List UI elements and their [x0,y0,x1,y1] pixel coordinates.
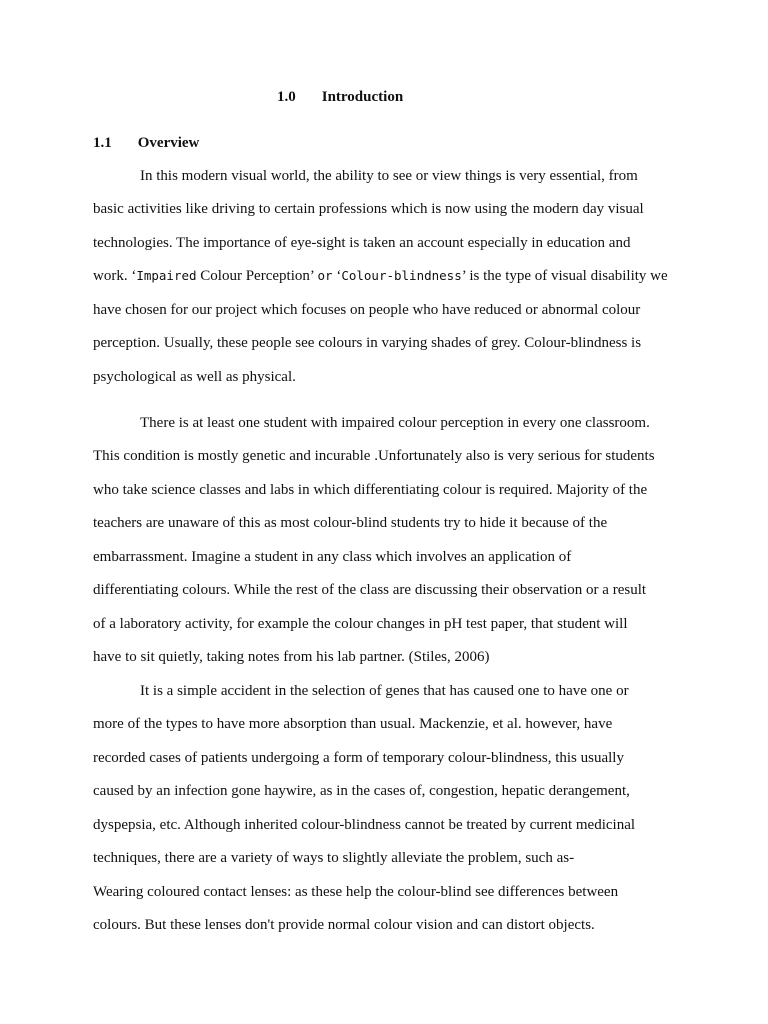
paragraph-line: In this modern visual world, the ability to see or view things is very essential, from [140,168,638,184]
paragraph-line: differentiating colours. While the rest of the class are discussing their observation or a result [93,582,647,598]
paragraph-line: technologies. The importance of eye-sight is taken an account especially in education and [93,235,631,251]
paragraph-line: who take science classes and labs in which differentiating colour is required. Majority of the [93,482,648,498]
text-run: ’ is the type of visual disability we [461,268,668,284]
paragraph-line: It is a simple accident in the selection of genes that has caused one to have one or [140,683,629,699]
chapter-heading [277,88,403,106]
paragraph-line: have to sit quietly, taking notes from his lab partner. (Stiles, 2006) [93,649,490,665]
paragraph-line: have chosen for our project which focuses on people who have reduced or abnormal colour [93,302,641,318]
paragraph-line: of a laboratory activity, for example the colour changes in pH test paper, that student will [93,616,628,632]
paragraph-line: psychological as well as physical. [93,369,296,385]
paragraph-line: techniques, there are a variety of ways to slightly alleviate the problem, such as- [93,850,575,866]
paragraph-line: caused by an infection gone haywire, as in the cases of, congestion, hepatic derangement, [93,783,630,799]
text-run: Colour-blindness [341,268,462,283]
paragraph-line: teachers are unaware of this as most colour-blind students try to hide it because of the [93,515,608,531]
chapter-number: 1.0 [277,89,296,105]
section-number: 1.1 [93,135,112,151]
text-run: Colour Perception’ [196,268,318,284]
paragraph-line: embarrassment. Imagine a student in any class which involves an application of [93,549,572,565]
section-heading [93,134,199,152]
text-run: or [317,268,333,283]
text-run: ‘ [332,268,342,284]
paragraph-line: dyspepsia, etc. Although inherited colour-blindness cannot be treated by current medicinal [93,817,636,833]
paragraph-line: There is at least one student with impaired colour perception in every one classroom. [140,415,650,431]
section-title: Overview [137,135,200,151]
paragraph-line: Wearing coloured contact lenses: as these help the colour-blind see differences between [93,884,619,900]
text-run: work. ‘ [93,268,137,284]
paragraph-line [93,267,668,285]
paragraph-line: perception. Usually, these people see colours in varying shades of grey. Colour-blindness is [93,335,642,351]
paragraph-line: recorded cases of patients undergoing a form of temporary colour-blindness, this usually [93,750,624,766]
paragraph-line: This condition is mostly genetic and incurable .Unfortunately also is very serious for students [93,448,655,464]
paragraph-line: more of the types to have more absorption than usual. Mackenzie, et al. however, have [93,716,613,732]
text-run: Impaired [136,268,197,283]
chapter-title: Introduction [321,89,404,105]
paragraph-line: colours. But these lenses don't provide normal colour vision and can distort objects. [93,917,595,933]
paragraph-line: basic activities like driving to certain professions which is now using the modern day visual [93,201,644,217]
